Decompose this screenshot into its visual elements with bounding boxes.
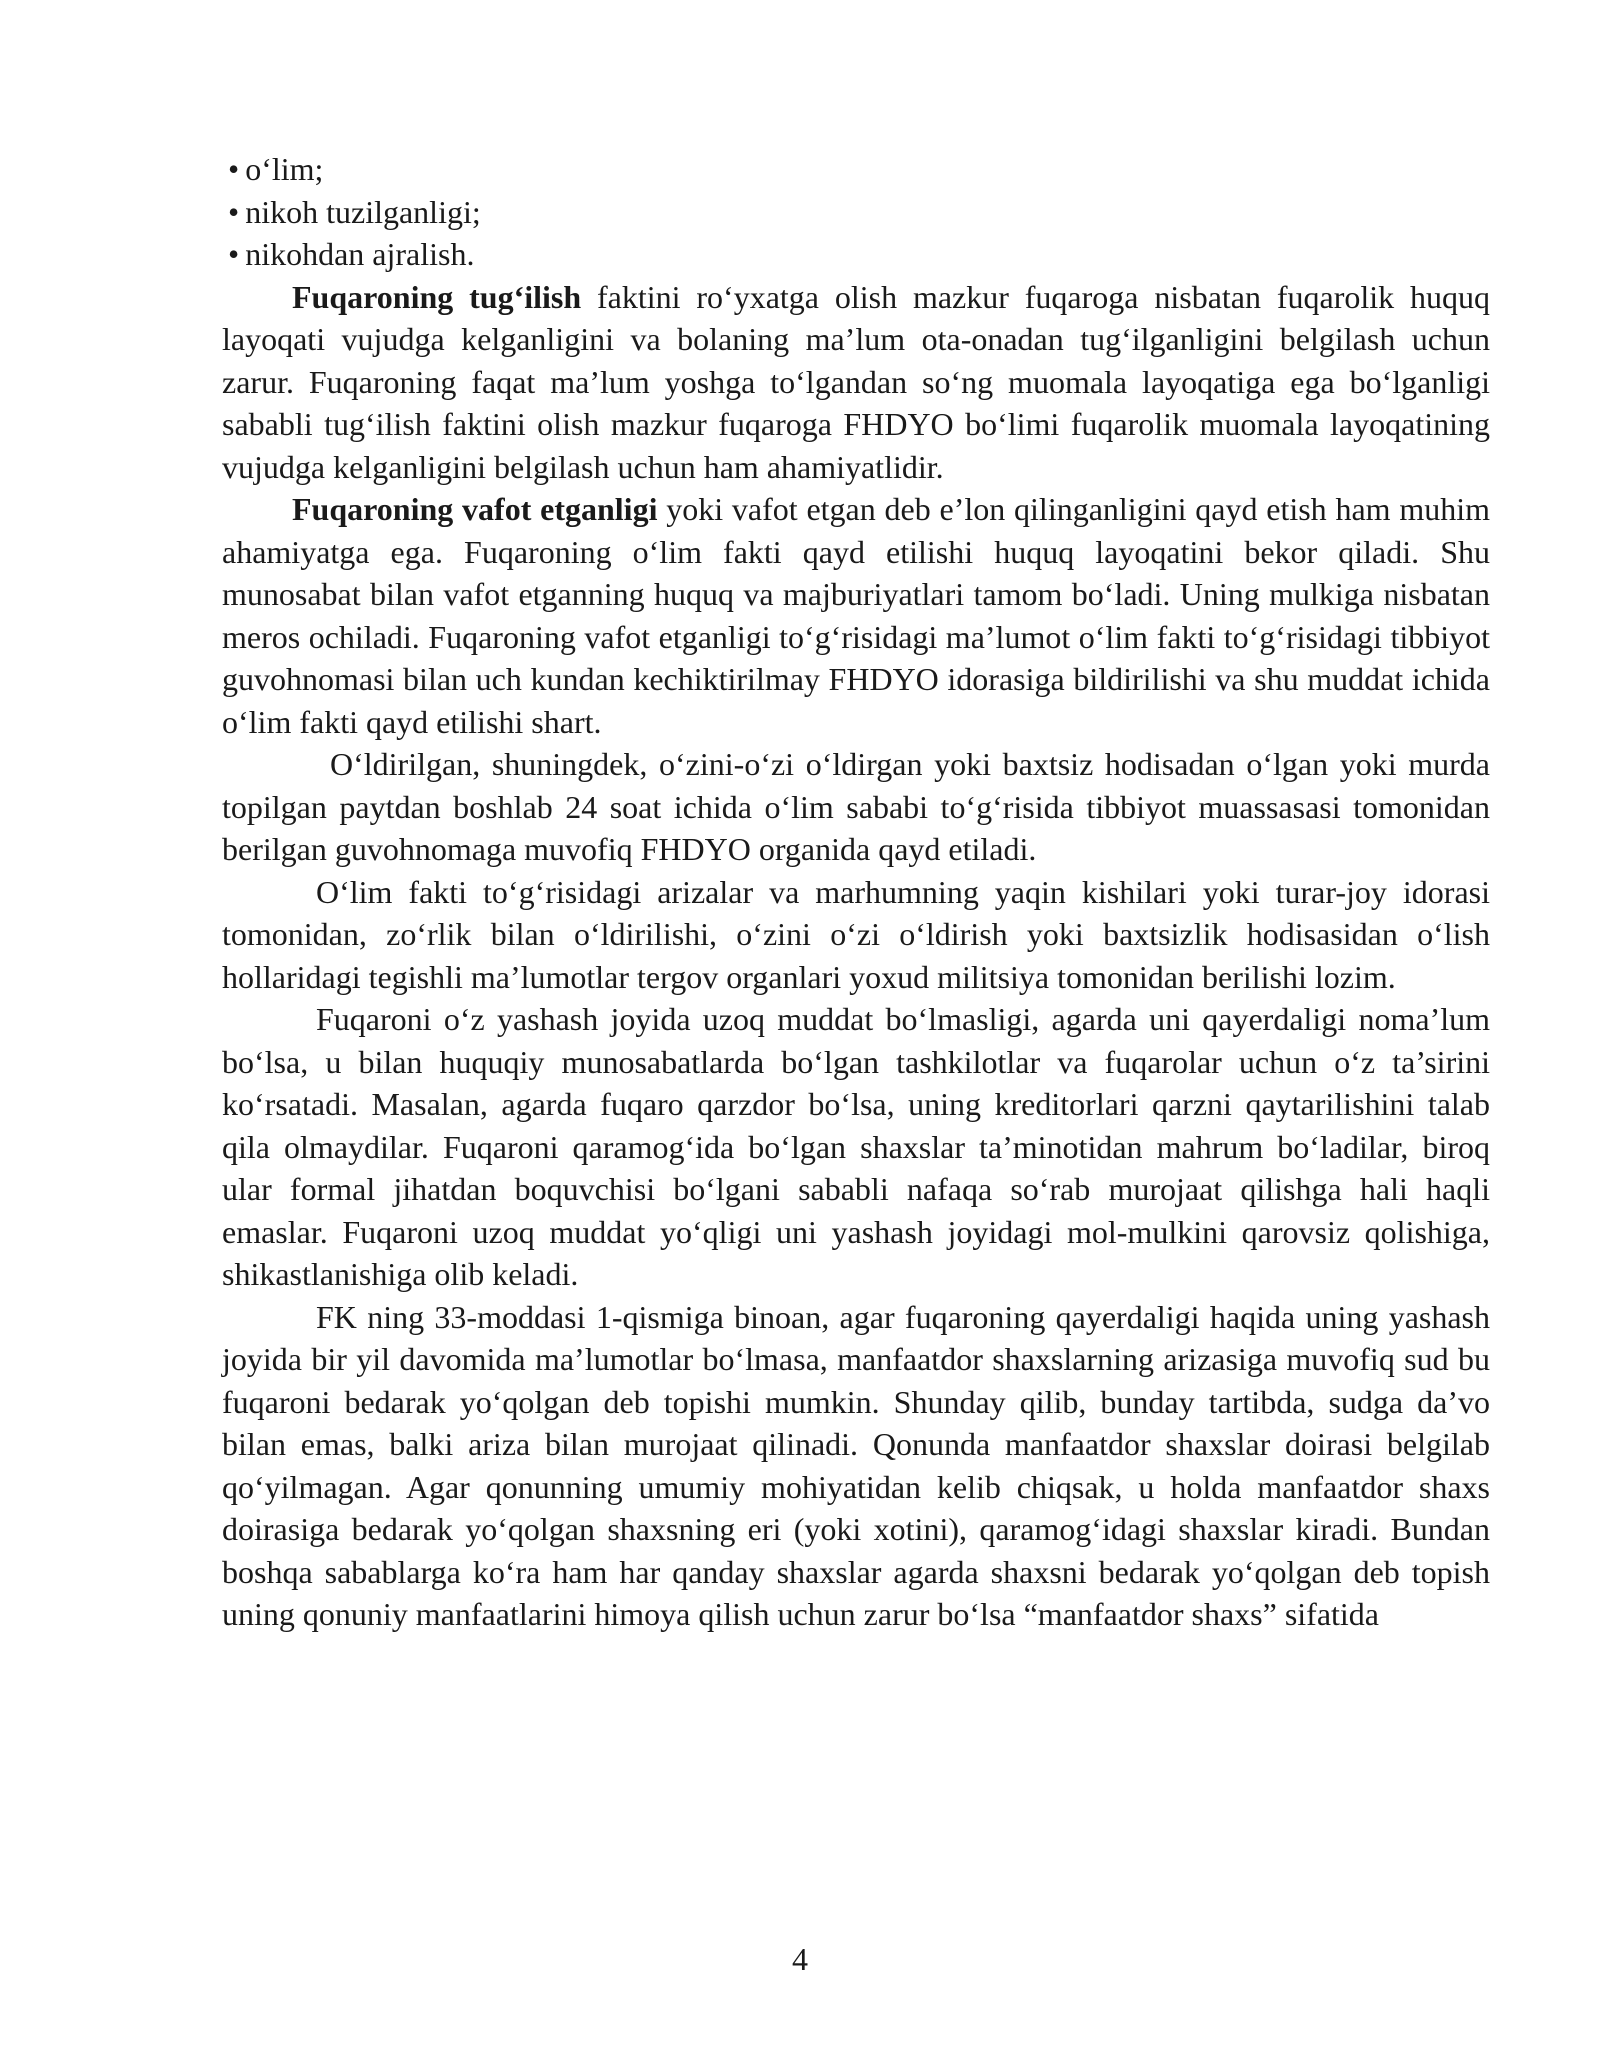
bullet-glyph: • [228,236,240,272]
paragraph-text: yoki vafot etgan deb e’lon qilinganligini qayd etish ham muhim ahamiyatga ega. Fuqaroning o‘lim fakti qayd etilishi huquq layoqatini bekor qiladi. Shu munosabat bilan vafot etganning huquq va majburiyatlari tamom bo‘ladi. Uning mulkiga nisbatan meros ochiladi. Fuqaroning vafot etganligi to‘g‘risidagi ma’lumot o‘lim fakti to‘g‘risidagi tibbiyot guvohnomasi bilan uch kundan kechiktirilmay FHDYO idorasiga bildirilishi va shu muddat ichida o‘lim fakti qayd etilishi shart. [222,491,1490,740]
paragraph-absence [222,998,1490,1296]
page-number: 4 [792,1941,808,1977]
bullet-text: nikohdan ajralish. [245,236,475,272]
list-item [222,233,1490,276]
paragraph-text: Fuqaroni o‘z yashash joyida uzoq muddat bo‘lmasligi, agarda uni qayerdaligi noma’lum bo‘lsa, u bilan huquqiy munosabatlarda bo‘lgan tashkilotlar va fuqarolar uchun o‘z ta’sirini ko‘rsatadi. Masalan, agarda fuqaro qarzdor bo‘lsa, uning kreditorlari qarzni qaytarilishini talab qila olmaydilar. Fuqaroni qaramog‘ida bo‘lgan shaxslar ta’minotidan mahrum bo‘ladilar, biroq ular formal jihatdan boquvchisi bo‘lgani sababli nafaqa so‘rab murojaat qilishga hali haqli emaslar. Fuqaroni uzoq muddat yo‘qligi uni yashash joyidagi mol-mulkini qarovsiz qolishiga, shikastlanishiga olib keladi. [222,1001,1490,1292]
paragraph-death-reports [222,871,1490,999]
bullet-text: o‘lim; [245,151,324,187]
bullet-glyph: • [228,193,240,230]
paragraph-missing-person [222,1296,1490,1636]
bullet-glyph: • [228,151,240,187]
paragraph-text: FK ning 33-moddasi 1-qismiga binoan, agar fuqaroning qayerdaligi haqida uning yashash joyida bir yil davomida ma’lumotlar bo‘lmasa, manfaatdor shaxslarning arizasiga muvofiq sud bu fuqaroni bedarak yo‘qolgan deb topishi mumkin. Shunday qilib, bunday tartibda, sudga da’vo bilan emas, balki ariza bilan murojaat qilinadi. Qonunda manfaatdor shaxslar doirasi belgilab qo‘yilmagan. Agar qonunning umumiy mohiyatidan kelib chiqsak, u holda manfaatdor shaxs doirasiga bedarak yo‘qolgan shaxsning eri (yoki xotini), qaramog‘idagi shaxslar kiradi. Bundan boshqa sabablarga ko‘ra ham har qanday shaxslar agarda shaxsni bedarak yo‘qolgan deb topish uning qonuniy manfaatlarini himoya qilish uchun zarur bo‘lsa “manfaatdor shaxs” sifatida [222,1298,1490,1632]
list-item [222,148,1490,191]
bullet-text: nikoh tuzilganligi; [245,193,481,230]
document-page [222,148,1490,1636]
paragraph-lead: Fuqaroning vafot etganligi [292,491,658,527]
list-item [222,191,1490,234]
paragraph-text: O‘lim fakti to‘g‘risidagi arizalar va marhumning yaqin kishilari yoki turar-joy idorasi tomonidan, zo‘rlik bilan o‘ldirilishi, o‘zini o‘zi o‘ldirish yoki baxtsizlik hodisasidan o‘lish hollaridagi tegishli ma’lumotlar tergov organlari yoxud militsiya tomonidan berilishi lozim. [222,873,1490,995]
paragraph-text: O‘ldirilgan, shuningdek, o‘zini-o‘zi o‘ldirgan yoki baxtsiz hodisadan o‘lgan yoki murda topilgan paytdan boshlab 24 soat ichida o‘lim sababi to‘g‘risida tibbiyot muassasasi tomonidan berilgan guvohnomaga muvofiq FHDYO organida qayd etiladi. [222,746,1490,867]
paragraph-death [222,488,1490,743]
paragraph-lead: Fuqaroning tug‘ilish [292,278,582,315]
bullet-list [222,148,1490,276]
paragraph-birth [222,276,1490,489]
paragraph-text: faktini ro‘yxatga olish mazkur fuqaroga nisbatan fuqarolik huquq layoqati vujudga kelganligini va bolaning ma’lum ota-onadan tug‘ilganligini belgilash uchun zarur. Fuqaroning faqat ma’lum yoshga to‘lgandan so‘ng muomala layoqatiga ega bo‘lganligi sababli tug‘ilish faktini olish mazkur fuqaroga FHDYO bo‘limi fuqarolik muomala layoqatining vujudga kelganligini belgilash uchun ham ahamiyatlidir. [222,278,1490,485]
paragraph-killed [222,743,1490,871]
